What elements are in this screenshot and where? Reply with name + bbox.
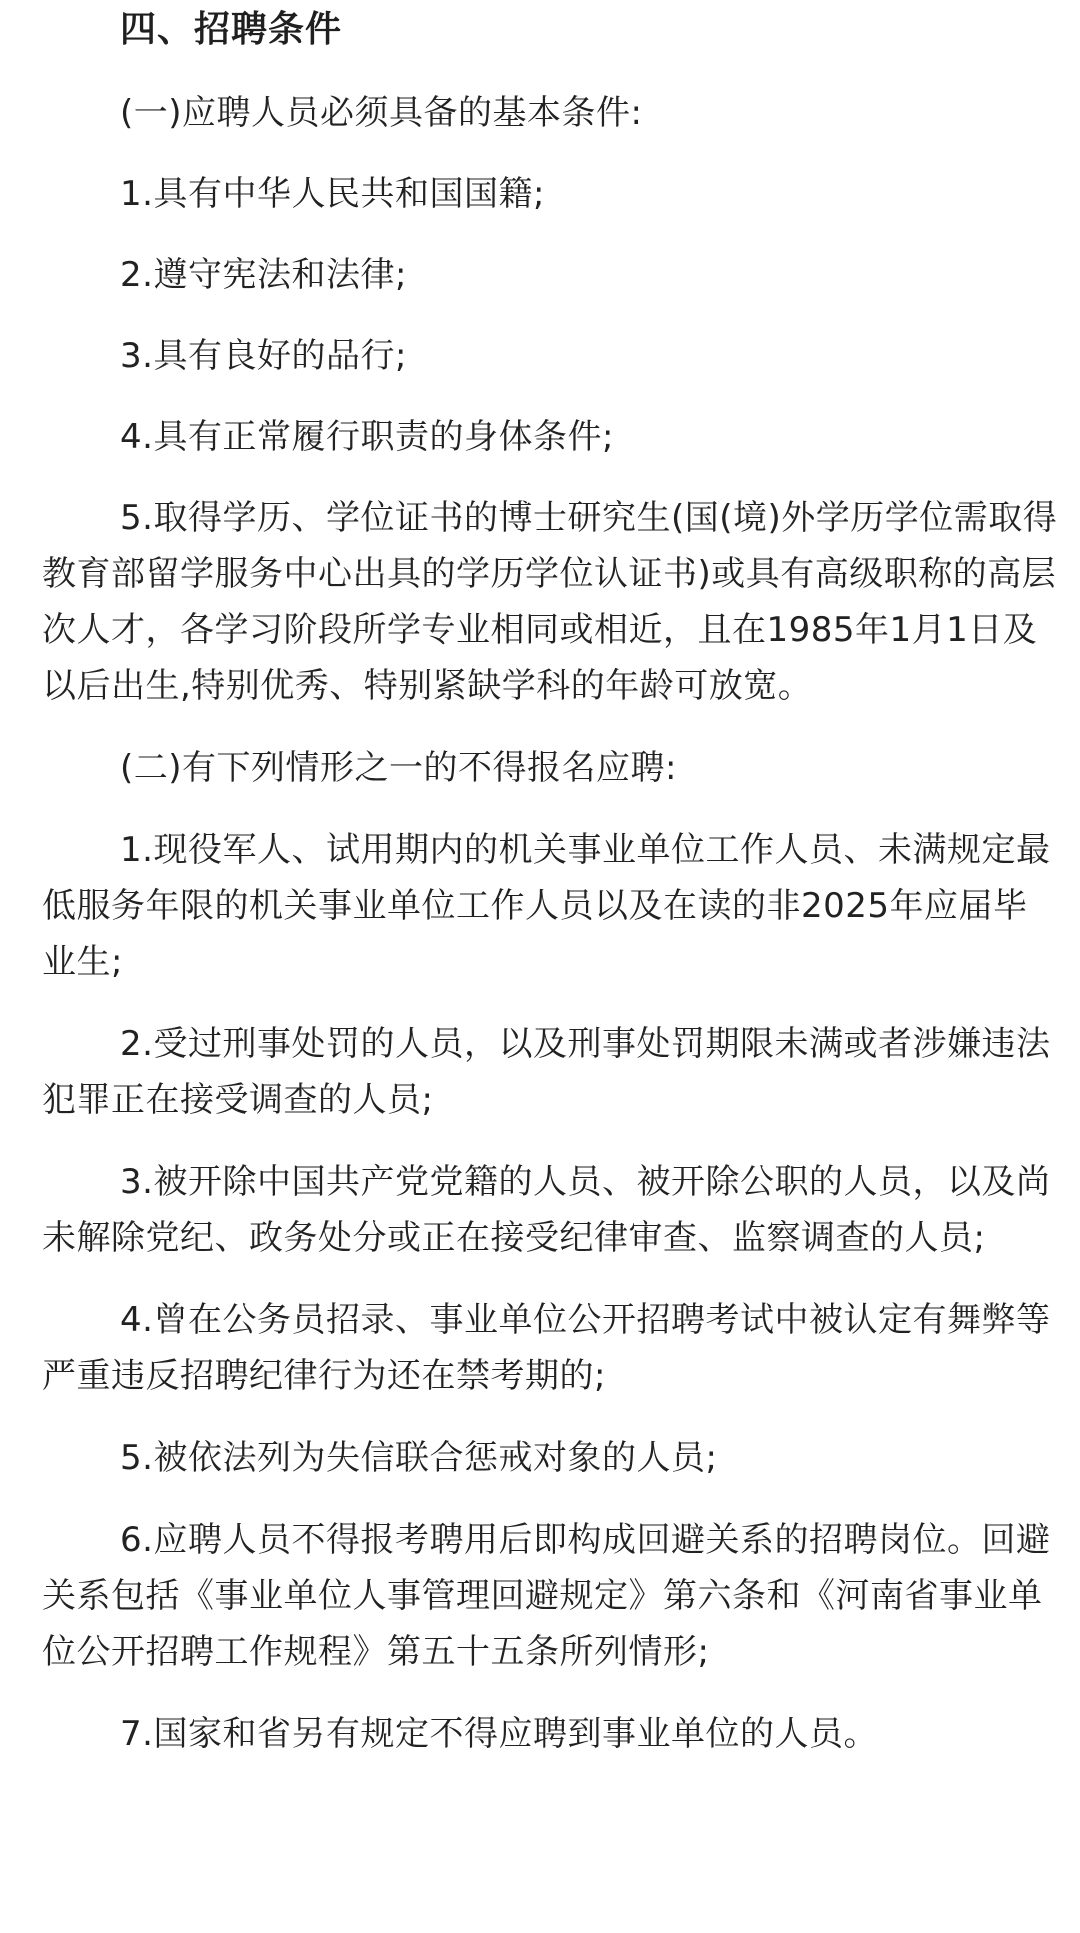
basic-condition-item: 1.具有中华人民共和国国籍; bbox=[120, 174, 545, 214]
basic-condition-item: 5.取得学历、学位证书的博士研究生(国(境)外学历学位需取得教育部留学服务中心出具的学历学位认证书)或具有高级职称的高层次人才，各学习阶段所学专业相同或相近，且在1985年1月1日及以后出生,特别优秀、特别紧缺学科的年龄可放宽。 bbox=[42, 498, 1058, 706]
recruitment-conditions-article bbox=[42, 0, 1062, 1762]
basic-condition-item: 3.具有良好的品行; bbox=[120, 336, 407, 376]
exclusions-title: (二)有下列情形之一的不得报名应聘: bbox=[120, 748, 677, 788]
basic-conditions-title: (一)应聘人员必须具备的基本条件: bbox=[120, 93, 643, 133]
exclusion-item: 7.国家和省另有规定不得应聘到事业单位的人员。 bbox=[120, 1714, 878, 1754]
exclusion-item: 2.受过刑事处罚的人员，以及刑事处罚期限未满或者涉嫌违法犯罪正在接受调查的人员; bbox=[42, 1024, 1051, 1120]
exclusion-item: 3.被开除中国共产党党籍的人员、被开除公职的人员，以及尚未解除党纪、政务处分或正在接受纪律审查、监察调查的人员; bbox=[42, 1162, 1051, 1258]
exclusion-item: 6.应聘人员不得报考聘用后即构成回避关系的招聘岗位。回避关系包括《事业单位人事管理回避规定》第六条和《河南省事业单位公开招聘工作规程》第五十五条所列情形; bbox=[42, 1520, 1051, 1672]
section-heading: 四、招聘条件 bbox=[120, 9, 343, 50]
basic-condition-item: 2.遵守宪法和法律; bbox=[120, 255, 407, 295]
exclusion-item: 1.现役军人、试用期内的机关事业单位工作人员、未满规定最低服务年限的机关事业单位工作人员以及在读的非2025年应届毕业生; bbox=[42, 830, 1051, 982]
basic-condition-item: 4.具有正常履行职责的身体条件; bbox=[120, 417, 614, 457]
exclusion-item: 4.曾在公务员招录、事业单位公开招聘考试中被认定有舞弊等严重违反招聘纪律行为还在禁考期的; bbox=[42, 1300, 1051, 1396]
exclusion-item: 5.被依法列为失信联合惩戒对象的人员; bbox=[120, 1438, 718, 1478]
